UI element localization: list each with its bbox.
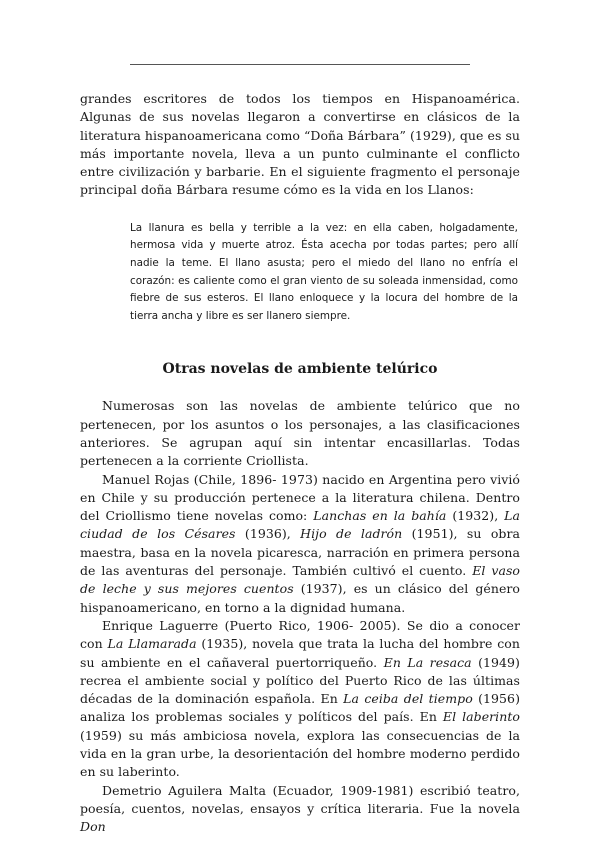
- paragraph-aguilera-malta: Demetrio Aguilera Malta (Ecuador, 1909-1981) escribió teatro, poesía, cuentos, novelas, ensayos y crítica literaria. Fue la novela Don: [80, 782, 520, 835]
- header-rule: [130, 64, 470, 65]
- intro-paragraph: grandes escritores de todos los tiempos en Hispanoamérica. Algunas de sus novelas llegaron a convertirse en clásicos de la literatura hispanoamericana como “Doña Bárbara” (1929), que es su más importante novela, lleva a un punto culminante el conflicto entre civilización y barbarie. En el siguiente fragmento el personaje principal doña Bárbara resume cómo es la vida en los Llanos:: [80, 91, 521, 198]
- paragraph-numerosas: Numerosas son las novelas de ambiente telúrico que no pertenecen, por los asuntos o los personajes, a las clasificaciones anteriores. Se agrupan aquí sin intentar encasillarlas. Todas pertenecen a la corriente Criollista.: [80, 398, 520, 469]
- paragraph-enrique-laguerre: Enrique Laguerre (Puerto Rico, 1906- 2005). Se dio a conocer con La Llamarada (1935), novela que trata la lucha del hombre con su ambiente en el cañaveral puertorriqueño. En La resaca (1949) recrea el ambiente social y político del Puerto Rico de las últimas décadas de la dominación española. En La ceiba del tiempo (1956) analiza los problemas sociales y políticos del país. En El laberinto (1959) su más ambiciosa novela, explora las consecuencias de la vida en la gran urbe, la desorientación del hombre moderno perdido en su laberinto.: [80, 617, 520, 780]
- page-content: [80, 90, 520, 836]
- section-title: Otras novelas de ambiente telúrico: [162, 361, 438, 378]
- paragraph-manuel-rojas: Manuel Rojas (Chile, 1896- 1973) nacido en Argentina pero vivió en Chile y su producción pertenece a la literatura chilena. Dentro del Criollismo tiene novelas como: Lanchas en la bahía (1932), La ciudad de los Césares (1936), Hijo de ladrón (1951), su obra maestra, basa en la novela picaresca, narración en primera persona de las aventuras del personaje. También cultivó el cuento. El vaso de leche y sus mejores cuentos (1937), es un clásico del género hispanoamericano, en torno a la dignidad humana.: [80, 471, 521, 615]
- block-quote: La llanura es bella y terrible a la vez: en ella caben, holgadamente, hermosa vida y muerte atroz. Ésta acecha por todas partes; pero allí nadie la teme. El llano asusta; pero el miedo del llano no enfría el corazón: es caliente como el gran viento de su soleada inmensidad, como fiebre de sus esteros. El llano enloquece y la locura del hombre de la tierra ancha y libre es ser llanero siempre.: [130, 221, 518, 322]
